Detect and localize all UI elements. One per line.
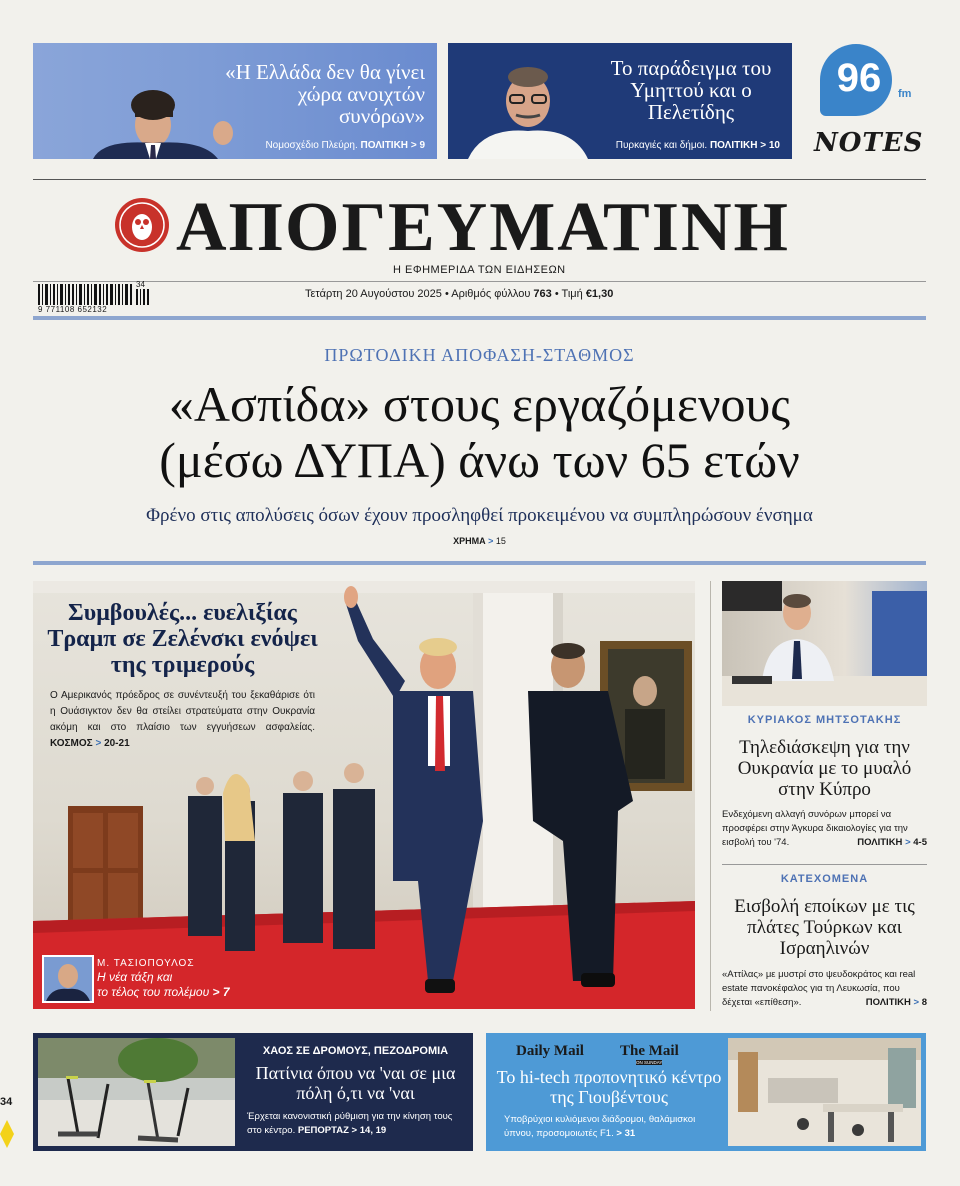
bottom1-kicker: ΧΑΟΣ ΣΕ ΔΡΟΜΟΥΣ, ΠΕΖΟΔΡΟΜΙΑ: [262, 1045, 449, 1057]
column-divider: [710, 581, 711, 1011]
bottom1-headline: Πατίνια όπου να 'ναι σε μια πόλη ό,τι να 'ναι: [255, 1063, 456, 1103]
mitsotakis-photo[interactable]: [722, 581, 927, 706]
lead-headline-line2: (μέσω ΔΥΠΑ) άνω των 65 ετών: [159, 432, 800, 488]
the-mail-logo: The Mail: [620, 1043, 679, 1059]
radio-unit: fm: [898, 88, 912, 100]
promo-peletidis[interactable]: [448, 43, 792, 159]
promo-plevris-photo: [33, 43, 248, 159]
promo-peletidis-photo: [448, 43, 608, 159]
masthead-top-rule: [33, 179, 926, 180]
lead-subhead: Φρένο στις απολύσεις όσων έχουν προσληφθεί προκειμένου να συμπληρώσουν ένσημα: [146, 505, 813, 526]
promo-peletidis-quote: Το παράδειγμα του Υμηττού και ο Πελετίδης: [610, 56, 772, 124]
bottom1-box[interactable]: [33, 1033, 473, 1151]
side2-kicker: ΚΑΤΕΧΟΜΕΝΑ: [780, 873, 869, 885]
bottom2-box[interactable]: [486, 1033, 926, 1151]
bottom2-headline: Το hi-tech προπονητικό κέντρο της Γιουβέντους: [496, 1067, 722, 1107]
promo-plevris[interactable]: [33, 43, 437, 159]
radio-number: 96: [836, 56, 882, 100]
masthead-mid-rule: [33, 281, 926, 282]
side2-headline[interactable]: Εισβολή εποίκων με τις πλάτες Τούρκων και Ισραηλινών: [734, 896, 915, 959]
column-title[interactable]: Η νέα τάξη και το τέλος του πολέμου > 7: [97, 970, 230, 999]
juventus-center-photo: [728, 1038, 921, 1146]
barcode-bars-icon: [38, 284, 132, 305]
scooters-photo: [38, 1038, 235, 1146]
promo-peletidis-ref: Πυρκαγιές και δήμοι. ΠΟΛΙΤΙΚΗ > 10: [615, 140, 780, 151]
radio-name: NOTES: [814, 128, 924, 158]
promo-plevris-ref: Νομοσχέδιο Πλεύρη. ΠΟΛΙΤΙΚΗ > 9: [265, 140, 425, 151]
columnist-avatar[interactable]: [42, 955, 94, 1003]
barcode-addon: 34: [136, 280, 145, 289]
column-author: Μ. ΤΑΣΙΟΠΟΥΛΟΣ: [97, 958, 195, 969]
daily-mail-logo: Daily Mail: [516, 1043, 584, 1059]
lead-kicker: ΠΡΩΤΟΔΙΚΗ ΑΠΟΦΑΣΗ-ΣΤΑΘΜΟΣ: [324, 345, 635, 365]
barcode: [38, 280, 150, 314]
photo-story-headline[interactable]: Συμβουλές... ευελιξίας Τραμπ σε Ζελένσκι ενόψει της τριμερούς: [47, 600, 318, 678]
issue-info: Τετάρτη 20 Αυγούστου 2025 • Αριθμός φύλλου 763 • Τιμή €1,30: [305, 288, 614, 300]
barcode-addon-bars-icon: [136, 289, 150, 305]
side1-body: Ενδεχόμενη αλλαγή συνόρων μπορεί να προσφέρει στην Άγκυρα δικαιολογίες για την εισβολή του '74. ΠΟΛΙΤΙΚΗ > 4-5: [722, 809, 927, 848]
lead-page-ref[interactable]: ΧΡΗΜΑ > 15: [453, 536, 506, 546]
page-marker: 34: [0, 1096, 13, 1108]
promo-plevris-quote: «Η Ελλάδα δεν θα γίνει χώρα ανοιχτών συνόρων»: [225, 60, 425, 128]
masthead-blue-rule: [33, 316, 926, 320]
masthead-tagline: Η ΕΦΗΜΕΡΙΔΑ ΤΩΝ ΕΙΔΗΣΕΩΝ: [393, 264, 566, 276]
diamond-marker-icon: [0, 1120, 14, 1148]
side1-headline[interactable]: Τηλεδιάσκεψη για την Ουκρανία με το μυαλό στην Κύπρο: [737, 737, 912, 800]
lead-bottom-rule: [33, 561, 926, 565]
side2-body: «Αττίλας» με μυστρί στο ψευδοκράτος και real estate πανοκέφαλος για τη Λευκωσία, που δέχεται «επίθεση». ΠΟΛΙΤΙΚΗ > 8: [722, 969, 927, 1008]
bottom1-body: Έρχεται κανονιστική ρύθμιση για την κίνηση τους στο κέντρο. ΡΕΠΟΡΤΑΖ > 14, 19: [247, 1111, 453, 1136]
radio-96fm-logo[interactable]: [812, 42, 927, 162]
side-divider: [722, 864, 927, 865]
photo-story-body: Ο Αμερικανός πρόεδρος σε συνέντευξή του ξεκαθάρισε ότι η Ουάσιγκτον δεν θα στείλει στρατεύματα στην Ουκρανία ακόμη και στο πλαίσιο των εγγυήσεων ασφαλείας. ΚΟΣΜΟΣ > 20-21: [50, 690, 315, 749]
owl-emblem-icon: [113, 196, 171, 254]
masthead-title[interactable]: ΑΠΟΓΕΥΜΑΤΙΝΗ: [176, 189, 790, 266]
mitsotakis-image: [722, 581, 927, 706]
lead-headline[interactable]: [33, 376, 926, 488]
barcode-digits: 9 771108 652132: [38, 305, 108, 314]
bottom2-body: Υποβρύχιοι κυλιόμενοι διάδρομοι, θαλάμισκοι ύπνου, προσομοιωτές F1. > 31: [504, 1114, 696, 1139]
the-mail-sub: ON SUNDAY: [636, 1060, 663, 1065]
lead-headline-line1: «Ασπίδα» στους εργαζόμενους: [168, 376, 791, 432]
columnist-photo: [44, 957, 92, 1001]
side1-kicker: ΚΥΡΙΑΚΟΣ ΜΗΤΣΟΤΑΚΗΣ: [747, 714, 902, 726]
